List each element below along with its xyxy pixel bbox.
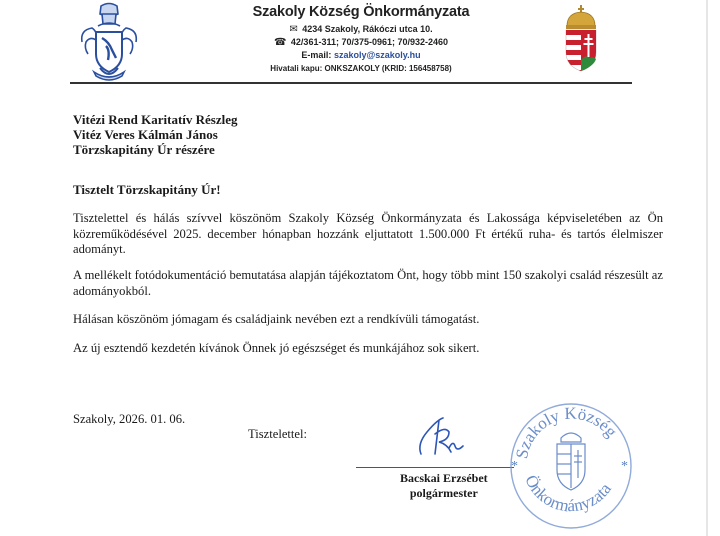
closing: Tisztelettel: — [248, 427, 308, 441]
stamp-star-left: * — [511, 459, 518, 474]
body-paragraph: Hálásan köszönöm jómagam és családjaink nevében ezt a rendkívüli támogatást. — [73, 312, 480, 326]
stamp-bottom-text: Önkormányzata — [521, 471, 615, 516]
header-divider — [70, 82, 632, 84]
phone: 42/361-311; 70/375-0961; 70/932-2460 — [290, 37, 449, 47]
signer-name: Bacskai Erzsébet — [400, 471, 488, 485]
body-paragraph: A mellékelt fotódokumentáció bemutatása alapján tájékoztatom Önt, hogy több mint 150 szakolyi család részesült az adományokból. — [73, 268, 663, 298]
address-line — [230, 23, 492, 36]
email-line — [230, 49, 492, 62]
body-paragraph: Az új esztendő kezdetén kívánok Önnek jó egészséget és munkájához sok sikert. — [73, 341, 480, 355]
signer-title: polgármester — [409, 486, 478, 500]
recipient-line-3: Törzskapitány Úr részére — [73, 142, 215, 157]
svg-text:Szakoly Község — [512, 404, 621, 461]
salutation: Tisztelt Törzskapitány Úr! — [73, 182, 221, 197]
letterhead — [230, 4, 492, 75]
handwritten-signature-icon — [415, 410, 473, 460]
envelope-icon: ✉ — [289, 24, 298, 35]
hungarian-coat-of-arms-icon — [562, 4, 600, 72]
body-paragraph: Tisztelettel és hálás szívvel köszönöm Szakoly Község Önkormányzata és Lakossága képviseletében az Ön közreműködésével 2025. december hónapban hozzánk eljuttatott 1.500.000 Ft értékű ruha- és tartós élelmiszer adományt. — [73, 211, 663, 256]
recipient-line-1: Vitézi Rend Karitatív Részleg — [73, 112, 238, 127]
address: 4234 Szakoly, Rákóczi utca 10. — [302, 24, 433, 34]
page-edge — [706, 0, 708, 536]
email-link[interactable]: szakoly@szakoly.hu — [333, 50, 421, 60]
telephone-icon: ☎ — [273, 37, 287, 48]
signer-block — [400, 471, 488, 501]
email-label: E-mail: — [301, 50, 332, 60]
office-gate: Hivatali kapu: ONKSZAKOLY (KRID: 156458758) — [270, 64, 452, 73]
recipient-line-2: Vitéz Veres Kálmán János — [73, 127, 218, 142]
szakoly-coat-of-arms-icon — [76, 2, 142, 82]
stamp-top-text: Szakoly Község — [512, 403, 621, 461]
svg-text:Önkormányzata — [521, 472, 615, 515]
recipient-block — [73, 112, 238, 157]
stamp-star-right: * — [621, 459, 628, 474]
place-and-date: Szakoly, 2026. 01. 06. — [73, 412, 186, 426]
org-name: Szakoly Község Önkormányzata — [252, 4, 470, 20]
signature-line — [356, 467, 514, 468]
phone-line — [230, 36, 492, 49]
official-stamp-icon — [505, 398, 635, 532]
